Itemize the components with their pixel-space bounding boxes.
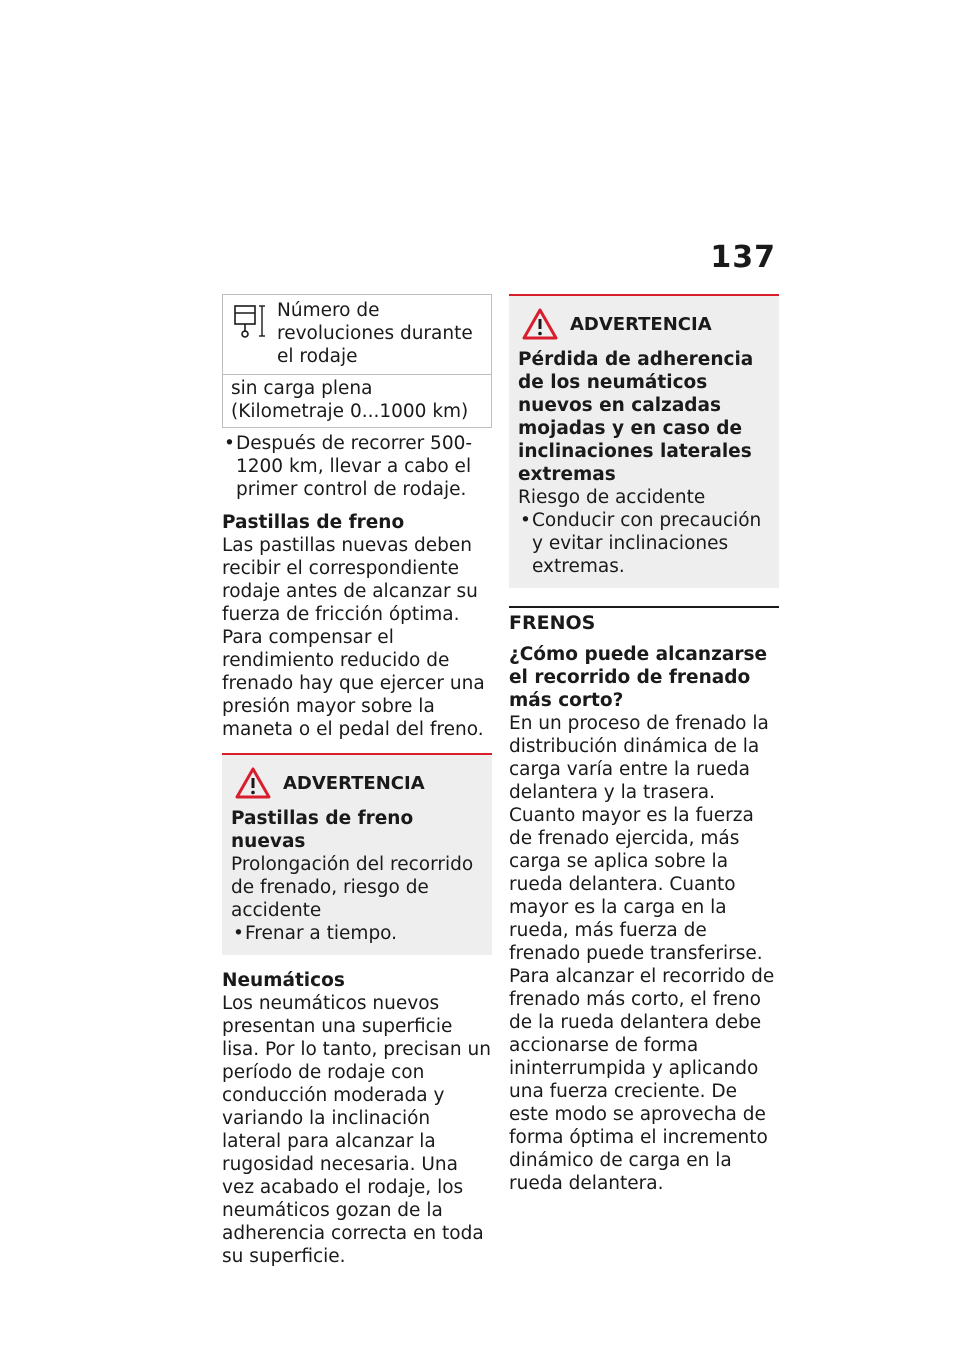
rpm-box-value: sin carga plena (Kilometraje 0...1000 km) bbox=[231, 378, 469, 422]
warning-text: Riesgo de accidente bbox=[518, 487, 706, 508]
question-heading: ¿Cómo puede alcanzarse el recorrido de frenado más corto? bbox=[509, 644, 768, 711]
rpm-info-box bbox=[222, 294, 492, 428]
warning-bullet bbox=[231, 922, 483, 945]
rpm-box-header bbox=[223, 295, 491, 375]
warning-triangle-icon bbox=[235, 767, 271, 799]
warning-header bbox=[518, 308, 770, 340]
first-check-bullet bbox=[222, 432, 492, 501]
warning-bullet-text: • Frenar a tiempo. bbox=[245, 923, 398, 944]
tyres-warning bbox=[509, 294, 779, 588]
tyres-text: Los neumáticos nuevos presentan una superficie lisa. Por lo tanto, precisan un período de rodaje con conducción moderada y variando la inclinación lateral para alcanzar la rugosidad necesaria. Una vez acabado el rodaje, los neumáticos gozan de la adherencia correcta en toda su superficie. bbox=[222, 993, 491, 1267]
right-column bbox=[509, 294, 779, 1195]
braking-paragraph-1: En un proceso de frenado la distribución dinámica de la carga varía entre la rueda delantera y la trasera. Cuanto mayor es la fuerza de frenado ejercida, más carga se aplica sobre la rueda delantera. Cuanto mayor es la carga en la rueda, más fuerza de frenado puede transferirse. bbox=[509, 713, 769, 964]
warning-label: ADVERTENCIA bbox=[570, 313, 712, 335]
warning-title: Pérdida de adherencia de los neumáticos nuevos en calzadas mojadas y en caso de inclinaciones laterales extremas bbox=[518, 349, 754, 485]
first-check-text: • Después de recorrer 500-1200 km, llevar a cabo el primer control de rodaje. bbox=[236, 433, 473, 500]
left-column bbox=[222, 294, 492, 1268]
warning-text: Prolongación del recorrido de frenado, riesgo de accidente bbox=[231, 854, 474, 921]
warning-triangle-icon bbox=[522, 308, 558, 340]
warning-label: ADVERTENCIA bbox=[283, 772, 425, 794]
brake-pads-text: Las pastillas nuevas deben recibir el correspondiente rodaje antes de alcanzar su fuerza de fricción óptima. Para compensar el rendimiento reducido de frenado hay que ejercer una presión mayor sobre la maneta o el pedal del freno. bbox=[222, 535, 485, 740]
section-title-frenos: FRENOS bbox=[509, 606, 779, 635]
braking-paragraph-2: Para alcanzar el recorrido de frenado más corto, el freno de la rueda delantera debe accionarse de forma ininterrumpida y aplicando una fuerza creciente. De este modo se aprovecha de forma óptima el incremento dinámico de carga en la rueda delantera. bbox=[509, 966, 775, 1194]
warning-header bbox=[231, 767, 483, 799]
warning-bullet-text: • Conducir con precaución y evitar inclinaciones extremas. bbox=[532, 510, 762, 577]
warning-bullet bbox=[518, 509, 770, 578]
rpm-box-title: Número de revoluciones durante el rodaje bbox=[277, 300, 473, 367]
warning-title: Pastillas de freno nuevas bbox=[231, 808, 414, 852]
engine-rpm-icon bbox=[229, 303, 269, 345]
page-number: 137 bbox=[710, 240, 776, 275]
brake-pads-heading: Pastillas de freno bbox=[222, 512, 405, 533]
tyres-heading: Neumáticos bbox=[222, 970, 345, 991]
brake-pads-warning bbox=[222, 753, 492, 955]
